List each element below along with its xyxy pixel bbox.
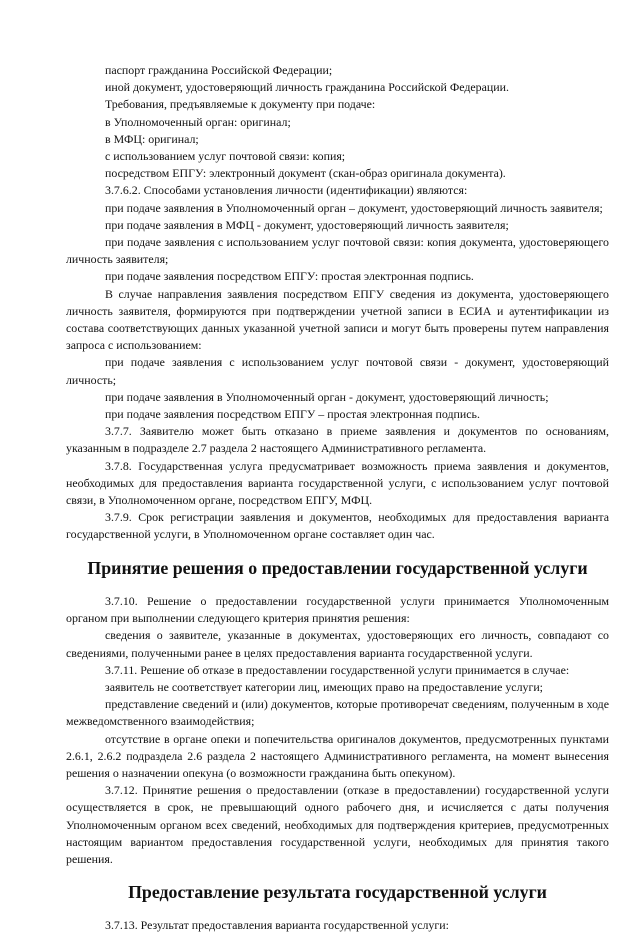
section-heading: Предоставление результата государственной услуги: [128, 882, 547, 903]
paragraph: при подаче заявления с использованием услуг почтовой связи - документ, удостоверяющий личность;: [66, 355, 609, 387]
paragraph: при подаче заявления посредством ЕПГУ: простая электронная подпись.: [105, 269, 474, 284]
paragraph: заявитель не соответствует категории лиц, имеющих право на предоставление услуги;: [105, 679, 543, 694]
paragraph: 3.7.11. Решение об отказе в предоставлении государственной услуги принимается в случае:: [105, 662, 570, 677]
paragraph: 3.7.6.2. Способами установления личности (идентификации) являются:: [105, 183, 468, 198]
section-result: [66, 917, 609, 934]
paragraph: посредством ЕПГУ: электронный документ (скан-образ оригинала документа).: [105, 166, 506, 181]
paragraph: 3.7.12. Принятие решения о предоставлении (отказе в предоставлении) государственной услуги осуществляется в срок, не превышающий одного рабочего дня, и исчисляется с даты получения Уполномоченным органом всех сведений, необходимых для подтверждения критериев, предусмотренных настоящим вариантом предоставления государственной услуги, необходимых для принятия такого решения.: [66, 783, 609, 866]
paragraph: при подаче заявления в Уполномоченный орган – документ, удостоверяющий личность заявителя;: [105, 200, 603, 215]
paragraph: паспорт гражданина Российской Федерации;: [105, 63, 333, 77]
paragraph: в МФЦ: оригинал;: [105, 131, 199, 146]
paragraph: 3.7.8. Государственная услуга предусматривает возможность приема заявления и документов, необходимых для предоставления варианта государственной услуги, с использованием услуг почтовой связи, в Уполномоченном органе, посредством ЕПГУ, МФЦ.: [66, 458, 609, 508]
section-identification: [66, 62, 609, 544]
paragraph: отсутствие в органе опеки и попечительства оригиналов документов, предусмотренных пунктами 2.6.1, 2.6.2 подраздела 2.6 раздела 2 настоящего Административного регламента, на момент вынесения решения о назначении опекуна (о возможности гражданина быть опекуном).: [66, 731, 609, 780]
paragraph: иной документ, удостоверяющий личность гражданина Российской Федерации.: [105, 80, 509, 95]
paragraph: 3.7.7. Заявителю может быть отказано в приеме заявления и документов по основаниям, указанным в подразделе 2.7 раздела 2 настоящего Административного регламента.: [66, 424, 609, 456]
paragraph: 3.7.13. Результат предоставления варианта государственной услуги:: [105, 918, 449, 933]
section-heading: Принятие решения о предоставлении государственной услуги: [87, 557, 588, 578]
paragraph: представление сведений и (или) документов, которые противоречат сведениям, полученным в ходе межведомственного взаимодействия;: [66, 697, 609, 729]
paragraph: при подаче заявления в Уполномоченный орган - документ, удостоверяющий личность;: [105, 389, 549, 404]
paragraph: 3.7.10. Решение о предоставлении государственной услуги принимается Уполномоченным органом при выполнении следующего критерия принятия решения:: [66, 593, 609, 626]
section-decision: [66, 593, 609, 868]
paragraph: Требования, предъявляемые к документу при подаче:: [105, 97, 376, 112]
paragraph: при подаче заявления посредством ЕПГУ – простая электронная подпись.: [105, 407, 480, 422]
paragraph: при подаче заявления в МФЦ - документ, удостоверяющий личность заявителя;: [105, 217, 509, 232]
paragraph: с использованием услуг почтовой связи: копия;: [105, 149, 346, 164]
paragraph: в Уполномоченный орган: оригинал;: [105, 114, 291, 129]
paragraph: 3.7.9. Срок регистрации заявления и документов, необходимых для предоставления варианта государственной услуги, в Уполномоченном органе составляет один час.: [66, 510, 609, 542]
paragraph: при подаче заявления с использованием услуг почтовой связи: копия документа, удостоверяющего личность заявителя;: [66, 235, 609, 267]
paragraph: В случае направления заявления посредством ЕПГУ сведения из документа, удостоверяющего личность заявителя, формируются при подтверждении учетной записи в ЕСИА и аутентификации из состава соответствующих данных указанной учетной записи и могут быть проверены путем направления запроса с использованием:: [66, 286, 609, 353]
document-page: [66, 62, 609, 935]
paragraph: сведения о заявителе, указанные в документах, удостоверяющих его личность, совпадают со сведениями, полученными ранее в целях предоставления варианта государственной услуги.: [66, 628, 609, 660]
